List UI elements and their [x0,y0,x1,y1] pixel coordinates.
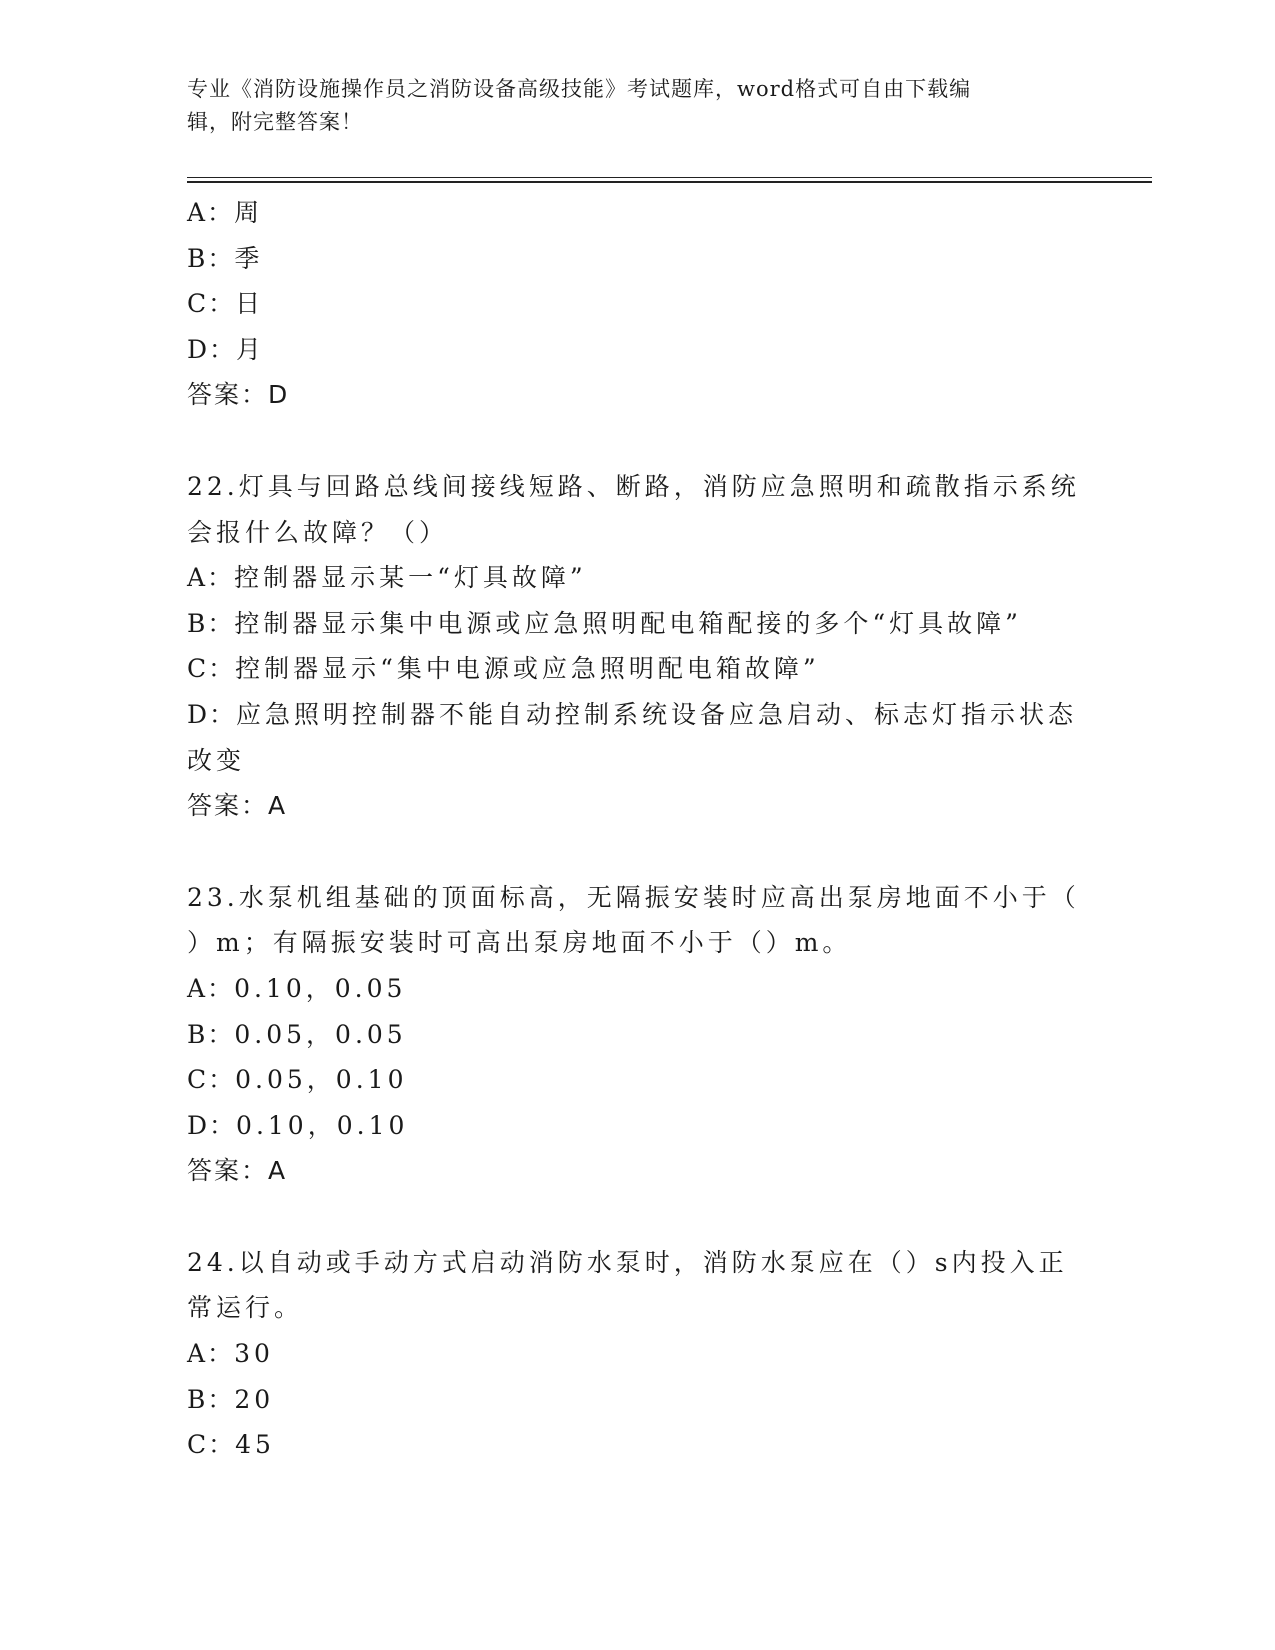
option-d: D：应急照明控制器不能自动控制系统设备应急启动、标志灯指示状态 [187,699,1078,729]
header-line-2: 辑，附完整答案！ [187,110,363,134]
header-divider-thin [187,177,1152,178]
option-c: C：日 [187,289,265,319]
option-d-continued: 改变 [187,745,246,775]
question-list [187,190,1087,1468]
answer-line: 答案：A [187,1156,288,1186]
question-stem: 23.水泵机组基础的顶面标高，无隔振安装时应高出泵房地面不小于（ [187,882,1080,912]
option-c: C：0.05，0.10 [187,1065,408,1095]
document-header [187,73,1067,139]
option-b: B：0.05，0.05 [187,1019,407,1049]
header-divider-thick [187,181,1152,183]
option-b: B：季 [187,243,264,273]
option-d: D：0.10，0.10 [187,1110,409,1140]
question-stem: 22.灯具与回路总线间接线短路、断路，消防应急照明和疏散指示系统 [187,471,1080,501]
answer-line: 答案：A [187,791,288,821]
option-a: A：30 [187,1339,274,1369]
option-c: C：控制器显示“集中电源或应急照明配电箱故障” [187,654,820,684]
question-stem: 24.以自动或手动方式启动消防水泵时，消防水泵应在（）s内投入正 [187,1247,1068,1277]
option-a: A：控制器显示某一“灯具故障” [187,563,587,593]
option-a: A：周 [187,198,264,227]
question-22 [187,464,1087,829]
question-stem: 常运行。 [187,1293,304,1323]
option-b: B：20 [187,1384,275,1414]
answer-line: 答案：D [187,380,290,410]
option-c: C：45 [187,1430,275,1460]
option-d: D：月 [187,334,266,364]
option-a: A：0.10，0.05 [187,973,407,1003]
question-23 [187,875,1087,1194]
prev-question-block [187,190,1087,418]
question-stem: 会报什么故障？（） [187,517,449,547]
header-line-1: 专业《消防设施操作员之消防设备高级技能》考试题库，word格式可自由下载编 [187,77,972,101]
question-24 [187,1240,1087,1468]
question-stem: ）m；有隔振安装时可高出泵房地面不小于（）m。 [187,928,852,958]
option-b: B：控制器显示集中电源或应急照明配电箱配接的多个“灯具故障” [187,608,1022,638]
